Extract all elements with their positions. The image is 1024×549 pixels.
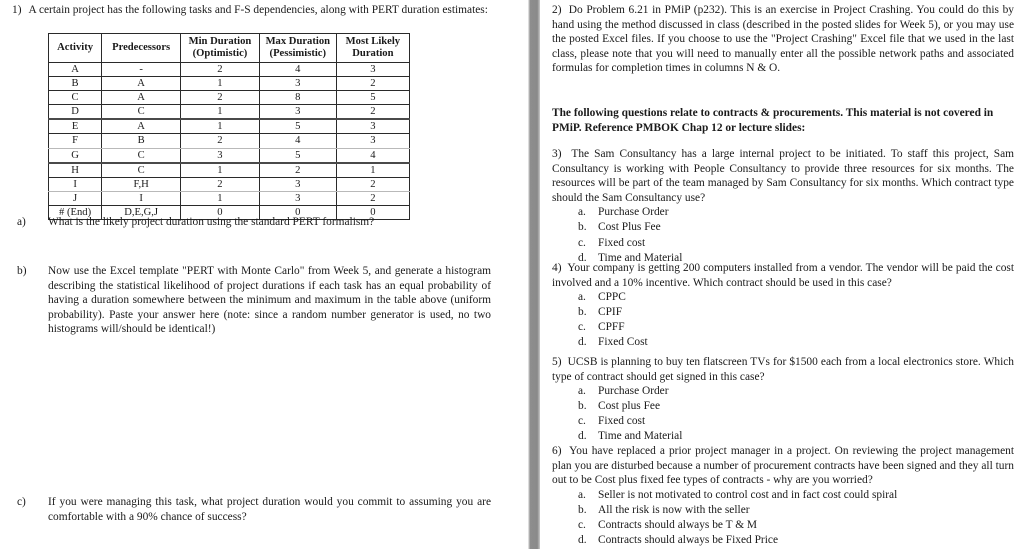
table-row	[49, 134, 410, 148]
cell-activity: I	[49, 177, 102, 191]
cell-predecessors: C	[102, 148, 181, 163]
cell-activity: F	[49, 134, 102, 148]
option-letter: b.	[578, 400, 587, 413]
cell-max: 5	[259, 148, 336, 163]
question-1-number: 1)	[12, 4, 22, 16]
option-text: Seller is not motivated to control cost and in fact cost could spiral	[598, 488, 898, 501]
option-text: Cost Plus Fee	[598, 221, 661, 234]
contracts-section-lead-in: The following questions relate to contracts & procurements. This material is not covered in PMiP. Reference PMBOK Chap 12 or lecture slides:	[552, 107, 994, 134]
option-letter: b.	[578, 306, 587, 319]
cell-min: 2	[181, 63, 260, 77]
option-text: Cost plus Fee	[598, 400, 661, 413]
cell-predecessors: A	[102, 119, 181, 134]
cell-activity: E	[49, 119, 102, 134]
cell-predecessors: I	[102, 191, 181, 205]
option-item[interactable]	[552, 290, 1014, 305]
question-1-intro	[12, 3, 490, 18]
part-c-label: c)	[17, 496, 26, 508]
option-text: CPIF	[598, 306, 623, 319]
part-b-label: b)	[17, 265, 27, 277]
option-item[interactable]	[552, 220, 1014, 235]
option-text: Contracts should always be Fixed Price	[598, 534, 779, 547]
cell-max: 3	[259, 191, 336, 205]
cell-likely: 4	[336, 148, 409, 163]
cell-likely: 3	[336, 134, 409, 148]
table-row	[49, 119, 410, 134]
option-text: Purchase Order	[598, 385, 669, 398]
table-row	[49, 105, 410, 120]
pert-duration-table	[48, 33, 410, 220]
question-4-options	[552, 290, 1014, 350]
question-3-text: The Sam Consultancy has a large internal project to be initiated. To staff this project, Sam Consultancy is working with People Consultancy to provide three resources for six months. The resources will be part of the team managed by Sam Consultancy for six months. Which contract type should the Sam Consultancy use?	[552, 148, 1014, 204]
cell-min: 3	[181, 148, 260, 163]
option-letter: b.	[578, 503, 587, 516]
option-letter: d.	[578, 534, 587, 547]
part-a-text: What is the likely project duration using the standard PERT formalism?	[48, 216, 375, 228]
option-item[interactable]	[552, 320, 1014, 335]
question-2	[552, 3, 1014, 76]
option-letter: d.	[578, 251, 587, 264]
cell-max: 4	[259, 63, 336, 77]
page-gutter-shadow	[528, 0, 540, 549]
header-most-likely-duration: Most Likely Duration	[336, 34, 409, 63]
question-3-options	[552, 205, 1014, 265]
cell-predecessors: B	[102, 134, 181, 148]
table-row	[49, 91, 410, 105]
question-1-part-c	[17, 495, 491, 524]
option-letter: d.	[578, 336, 587, 349]
option-text: Contracts should always be T & M	[598, 518, 758, 531]
cell-min: 1	[181, 191, 260, 205]
cell-predecessors: A	[102, 91, 181, 105]
table-row	[49, 63, 410, 77]
table-row	[49, 177, 410, 191]
question-1-part-a	[17, 215, 491, 230]
option-text: Time and Material	[598, 430, 683, 443]
option-item[interactable]	[552, 503, 1014, 518]
cell-predecessors: D,E,G,J	[102, 205, 181, 219]
cell-max: 3	[259, 77, 336, 91]
option-text: All the risk is now with the seller	[598, 503, 750, 516]
option-text: Fixed Cost	[598, 336, 648, 349]
option-item[interactable]	[552, 533, 1014, 548]
option-item[interactable]	[552, 335, 1014, 350]
option-item[interactable]	[552, 384, 1014, 399]
option-item[interactable]	[552, 429, 1014, 444]
option-text: Fixed cost	[598, 236, 646, 249]
question-6-options	[552, 488, 1014, 548]
cell-min: 1	[181, 105, 260, 120]
cell-activity: H	[49, 163, 102, 178]
cell-max: 2	[259, 163, 336, 178]
question-5	[552, 355, 1014, 445]
cell-activity: D	[49, 105, 102, 120]
cell-likely: 2	[336, 177, 409, 191]
option-letter: a.	[578, 291, 586, 304]
option-text: Fixed cost	[598, 415, 646, 428]
cell-likely: 2	[336, 105, 409, 120]
cell-activity: B	[49, 77, 102, 91]
option-text: CPFF	[598, 321, 625, 334]
question-6	[552, 444, 1014, 548]
option-item[interactable]	[552, 399, 1014, 414]
option-text: Time and Material	[598, 251, 683, 264]
cell-min: 2	[181, 177, 260, 191]
table-row	[49, 191, 410, 205]
cell-predecessors: A	[102, 77, 181, 91]
option-letter: c.	[578, 415, 586, 428]
cell-min: 1	[181, 163, 260, 178]
option-item[interactable]	[552, 488, 1014, 503]
table-header-row	[49, 34, 410, 63]
option-letter: b.	[578, 221, 587, 234]
question-4-text: Your company is getting 200 computers installed from a vendor. The vendor will be paid the cost involved and a 10% incentive. Which contract should be used in this case?	[552, 262, 1014, 289]
cell-max: 8	[259, 91, 336, 105]
option-letter: c.	[578, 518, 586, 531]
option-letter: a.	[578, 488, 586, 501]
option-letter: d.	[578, 430, 587, 443]
cell-max: 0	[259, 205, 336, 219]
cell-activity: C	[49, 91, 102, 105]
cell-likely: 3	[336, 119, 409, 134]
cell-likely: 5	[336, 91, 409, 105]
cell-activity: J	[49, 191, 102, 205]
cell-min: 1	[181, 77, 260, 91]
question-5-options	[552, 384, 1014, 444]
cell-activity: # (End)	[49, 205, 102, 219]
question-4-number: 4)	[552, 262, 562, 274]
question-2-text: Do Problem 6.21 in PMiP (p232). This is an exercise in Project Crashing. You could do this by hand using the method discussed in class (described in the posted slides for Week 5), or you may use the posted Excel files. If you choose to use the "Project Crashing" Excel file that we used in the last class, please note that you will need to manually enter all the possible network paths and associated formulas for completion times in columns N & O.	[552, 4, 1014, 75]
header-predecessors: Predecessors	[102, 34, 181, 63]
header-min-duration: Min Duration (Optimistic)	[181, 34, 260, 63]
option-text: CPPC	[598, 291, 626, 304]
table-row	[49, 148, 410, 163]
cell-predecessors: C	[102, 105, 181, 120]
cell-predecessors: C	[102, 163, 181, 178]
question-2-number: 2)	[552, 4, 562, 16]
table-body	[49, 63, 410, 220]
right-page	[540, 0, 1024, 549]
table-row	[49, 163, 410, 178]
cell-max: 3	[259, 177, 336, 191]
part-b-text: Now use the Excel template "PERT with Monte Carlo" from Week 5, and generate a histogram describing the statistical likelihood of project durations if each task has an equal probability of having a duration somewhere between the minimum and maximum in the table above (uniform probability). Paste your answer here (note: since a random number generator is used, no two histograms will/should be identical!)	[48, 265, 491, 335]
question-1-part-b	[17, 264, 491, 337]
cell-activity: G	[49, 148, 102, 163]
question-6-number: 6)	[552, 445, 562, 457]
question-5-text: UCSB is planning to buy ten flatscreen TVs for $1500 each from a local electronics store. Which type of contract should get signed in this case?	[552, 356, 1015, 383]
part-a-label: a)	[17, 216, 26, 228]
cell-predecessors: F,H	[102, 177, 181, 191]
question-4	[552, 261, 1014, 351]
question-3-number: 3)	[552, 148, 562, 160]
option-letter: c.	[578, 236, 586, 249]
cell-min: 2	[181, 91, 260, 105]
cell-max: 3	[259, 105, 336, 120]
cell-predecessors: -	[102, 63, 181, 77]
question-3	[552, 147, 1014, 266]
question-6-text: You have replaced a prior project manager in a project. On reviewing the project management plan you are disturbed because a number of procurement contracts have been signed and they all turn out to be Cost plus fixed fee types of contracts - why are you worried?	[552, 445, 1014, 487]
cell-max: 5	[259, 119, 336, 134]
cell-likely: 2	[336, 77, 409, 91]
option-letter: a.	[578, 206, 586, 219]
cell-max: 4	[259, 134, 336, 148]
cell-min: 0	[181, 205, 260, 219]
cell-activity: A	[49, 63, 102, 77]
option-item[interactable]	[552, 518, 1014, 533]
cell-min: 1	[181, 119, 260, 134]
cell-likely: 2	[336, 191, 409, 205]
cell-likely: 0	[336, 205, 409, 219]
option-item[interactable]	[552, 305, 1014, 320]
question-5-number: 5)	[552, 356, 562, 368]
cell-likely: 3	[336, 63, 409, 77]
option-item[interactable]	[552, 236, 1014, 251]
header-activity: Activity	[49, 34, 102, 63]
option-text: Purchase Order	[598, 206, 669, 219]
part-c-text: If you were managing this task, what project duration would you commit to assuming you are comfortable with a 90% chance of success?	[48, 496, 491, 523]
question-1-intro-text: A certain project has the following tasks and F-S dependencies, along with PERT duration estimates:	[28, 4, 488, 16]
option-item[interactable]	[552, 414, 1014, 429]
option-item[interactable]	[552, 205, 1014, 220]
cell-min: 2	[181, 134, 260, 148]
option-letter: c.	[578, 321, 586, 334]
cell-likely: 1	[336, 163, 409, 178]
table-row	[49, 77, 410, 91]
option-letter: a.	[578, 385, 586, 398]
header-max-duration: Max Duration (Pessimistic)	[259, 34, 336, 63]
